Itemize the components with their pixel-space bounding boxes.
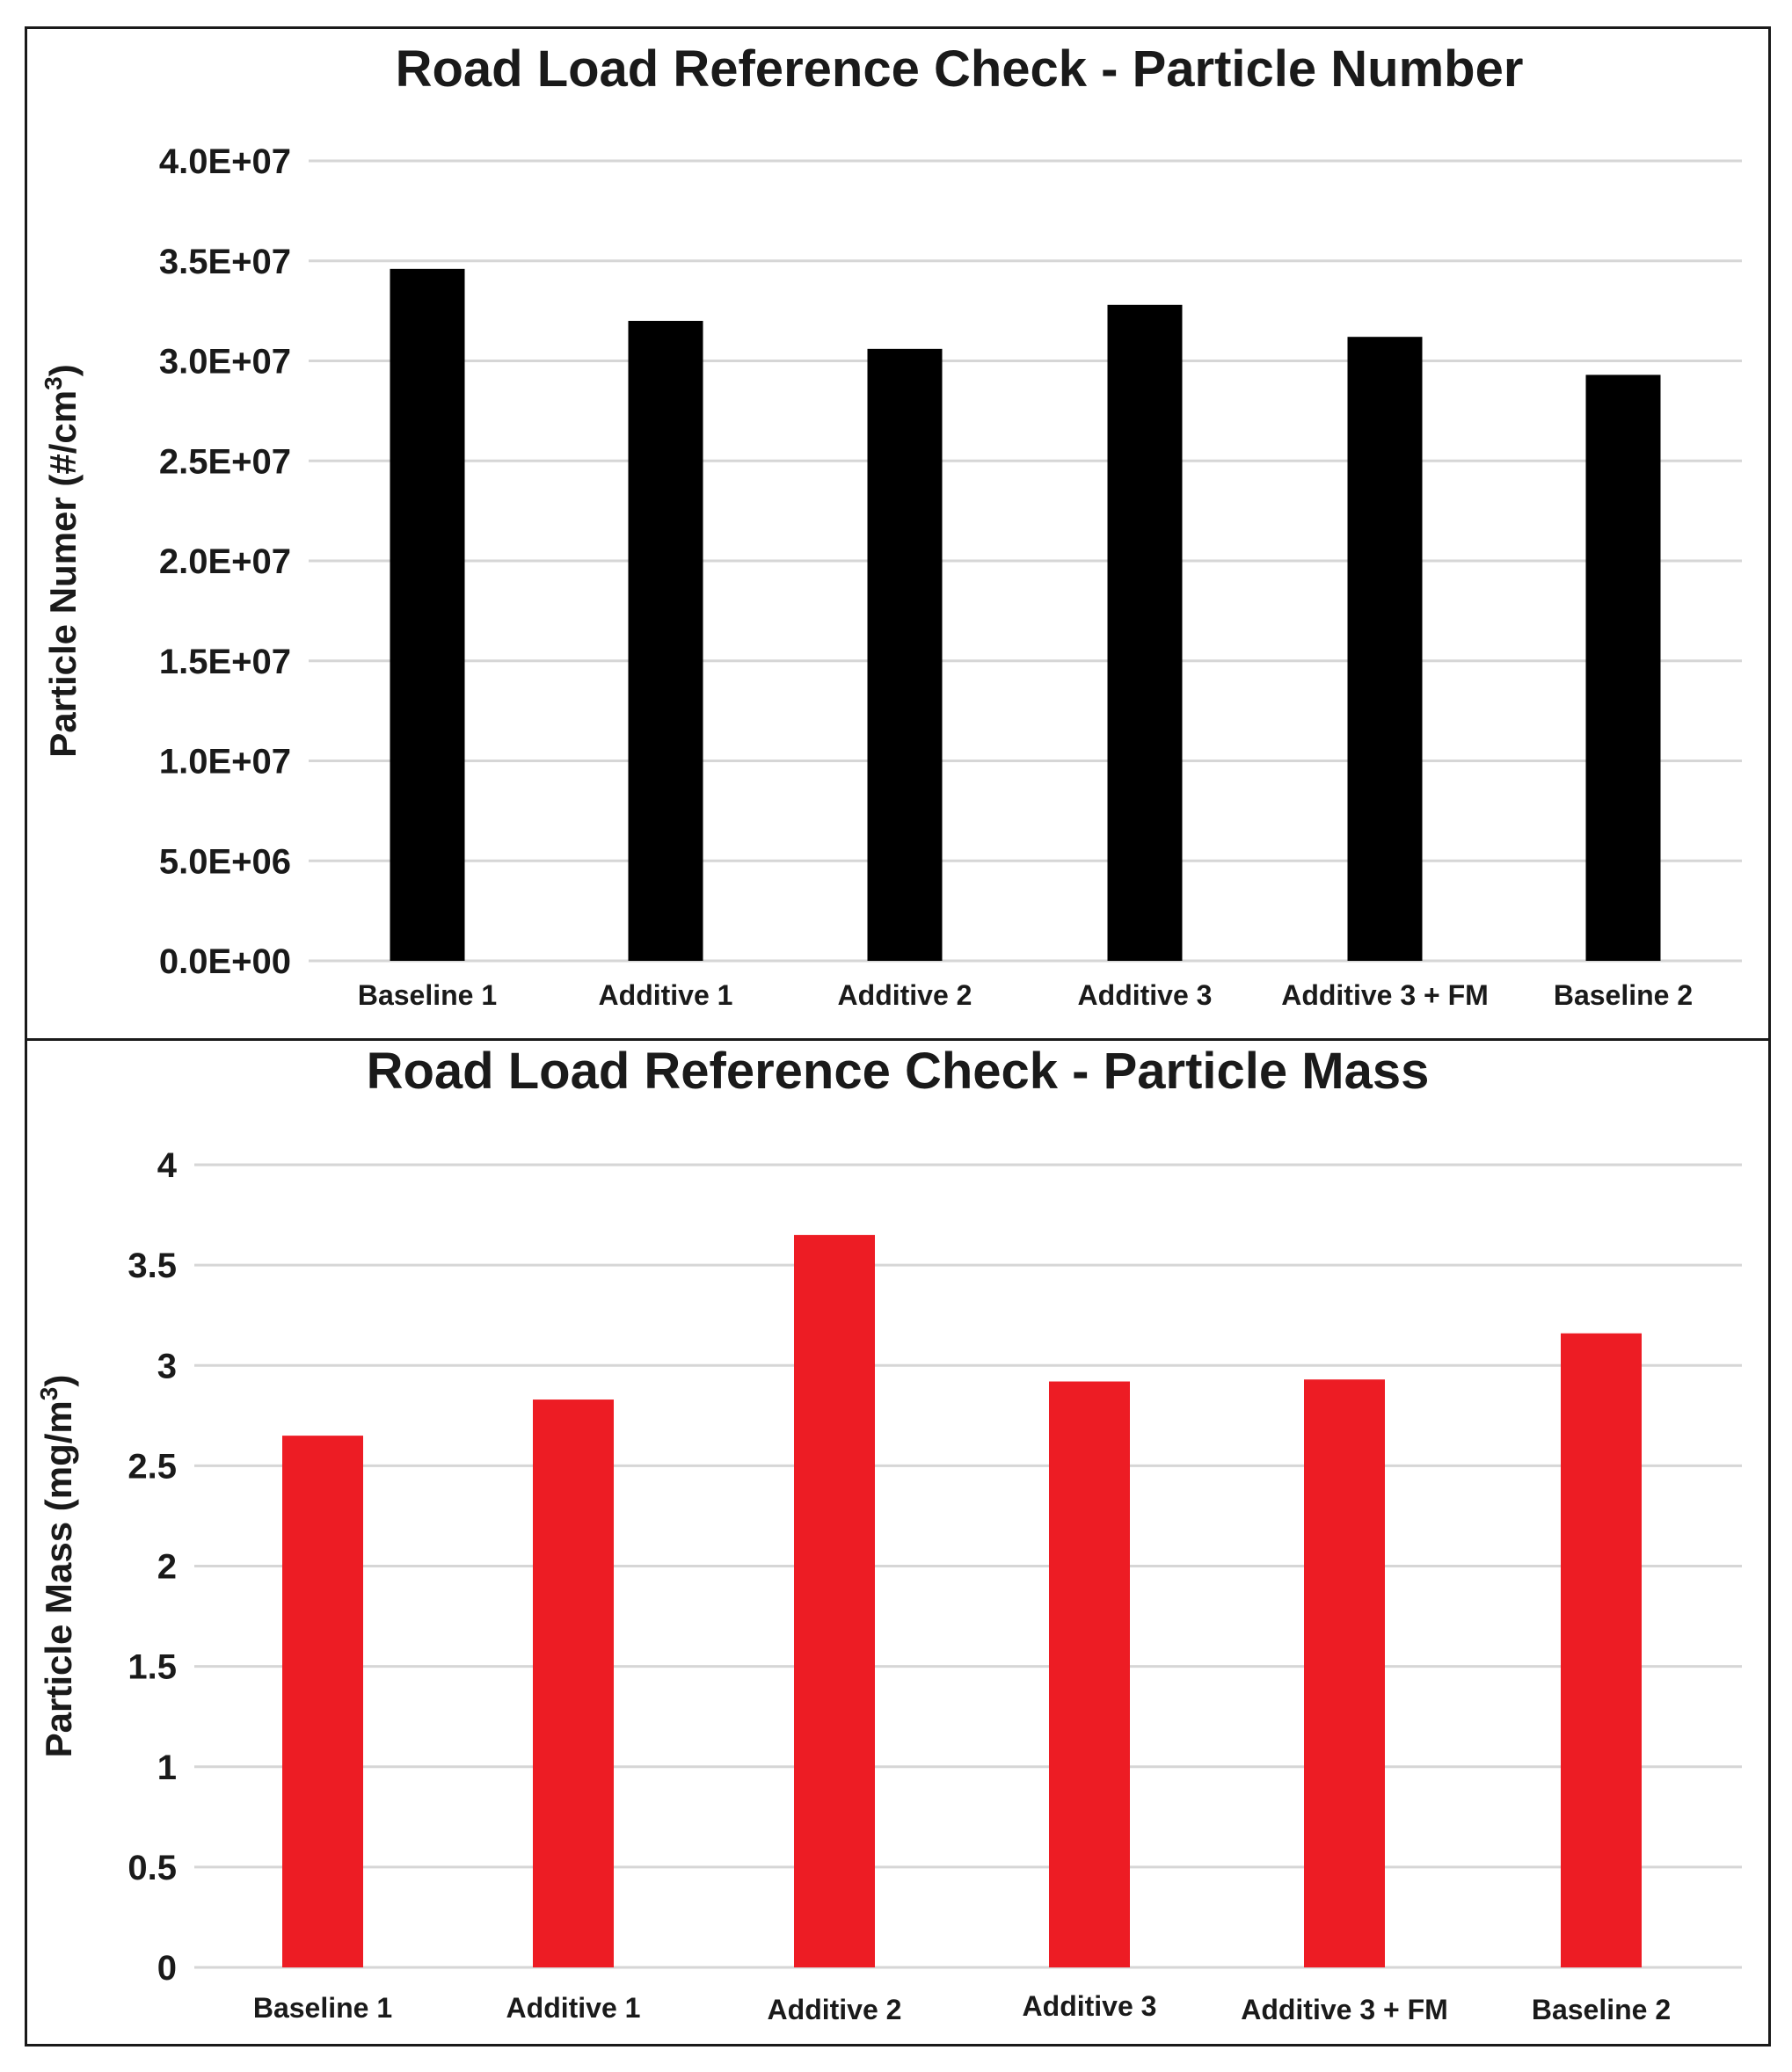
- x-tick-label: Additive 3: [1077, 979, 1213, 1011]
- y-tick-label: 4.0E+07: [158, 142, 291, 181]
- x-tick-label: Additive 1: [506, 1992, 641, 2024]
- chart-panel-1: [40, 40, 1742, 1011]
- chart-panel-2: [35, 1043, 1742, 2025]
- bar-baseline-1: [282, 1436, 363, 1967]
- y-tick-label: 2.5: [127, 1447, 177, 1487]
- y-tick-label: 3: [157, 1347, 177, 1386]
- x-tick-label: Baseline 1: [252, 1992, 393, 2024]
- y-tick-label: 1: [157, 1748, 177, 1787]
- x-tick-label: Baseline 2: [1531, 1994, 1672, 2025]
- y-tick-label: 4: [157, 1146, 177, 1185]
- panel-divider: [27, 1038, 1768, 1041]
- y-tick-label: 3.5: [127, 1247, 177, 1286]
- y-tick-label: 2.5E+07: [158, 442, 291, 482]
- bar-baseline-1: [390, 269, 465, 961]
- bar-baseline-2: [1561, 1334, 1642, 1967]
- y-tick-label: 2.0E+07: [158, 542, 291, 581]
- y-axis-label: Particle Numer $(\#/cm^3)$: [40, 364, 84, 758]
- y-tick-label: 2: [157, 1547, 177, 1587]
- charts-canvas: [27, 29, 1768, 2044]
- bar-additive-1: [629, 321, 703, 961]
- bar-additive-3-fm: [1304, 1379, 1385, 1967]
- y-tick-label: 0: [157, 1949, 177, 1988]
- x-tick-label: Additive 3 + FM: [1281, 979, 1489, 1011]
- x-tick-label: Additive 3 + FM: [1241, 1994, 1448, 2025]
- y-axis-label: Particle Mass $(mg/m^3)$: [35, 1374, 79, 1758]
- x-tick-label: Additive 3: [1022, 1990, 1157, 2022]
- x-tick-label: Additive 2: [837, 979, 972, 1011]
- y-tick-label: 1.5E+07: [158, 642, 291, 681]
- figure-frame: [25, 26, 1771, 2047]
- y-tick-label: 3.0E+07: [158, 342, 291, 382]
- bar-additive-3-fm: [1348, 337, 1423, 961]
- y-tick-label: 3.5E+07: [158, 242, 291, 281]
- y-tick-label: 1.5: [127, 1647, 177, 1687]
- x-tick-label: Baseline 1: [357, 979, 498, 1011]
- x-tick-label: Additive 2: [767, 1994, 902, 2025]
- bar-baseline-2: [1586, 374, 1661, 961]
- chart-title: Road Load Reference Check - Particle Mass: [366, 1043, 1430, 1100]
- y-tick-label: 0.5: [127, 1848, 177, 1887]
- x-tick-label: Additive 1: [598, 979, 733, 1011]
- bar-additive-2: [868, 349, 943, 961]
- y-tick-label: 5.0E+06: [158, 842, 291, 882]
- x-tick-label: Baseline 2: [1553, 979, 1694, 1011]
- y-tick-label: 1.0E+07: [158, 742, 291, 782]
- bar-additive-2: [794, 1235, 875, 1967]
- y-tick-label: 0.0E+00: [158, 942, 291, 981]
- chart-title: Road Load Reference Check - Particle Number: [395, 40, 1524, 98]
- bar-additive-1: [533, 1400, 614, 1967]
- bar-additive-3: [1108, 305, 1183, 961]
- bar-additive-3: [1049, 1382, 1130, 1967]
